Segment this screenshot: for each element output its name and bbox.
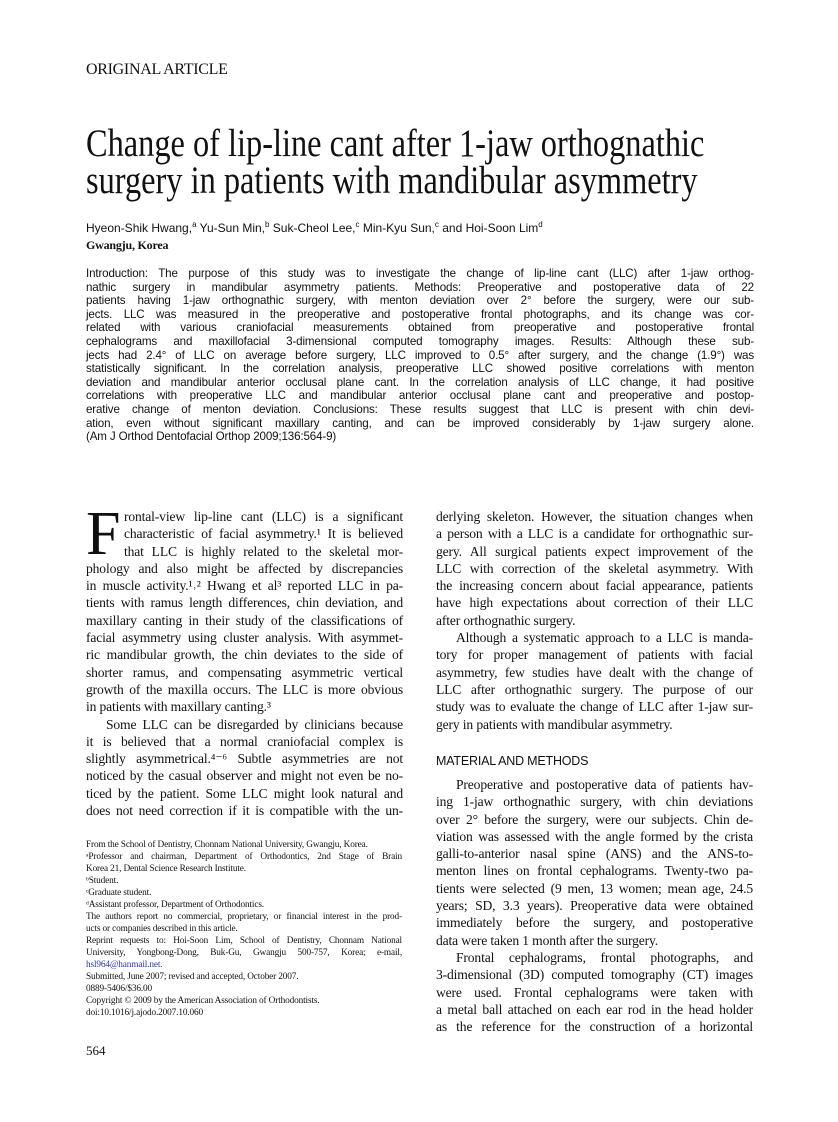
paragraph-line: tory for proper management of patients with facial [436, 647, 753, 663]
paragraph [436, 508, 753, 629]
paragraph [86, 716, 403, 820]
paragraph-line: Although a systematic approach to a LLC is manda- [456, 630, 753, 646]
paragraph-line: viation was assessed with the angle formed by the crista [436, 828, 753, 844]
paragraph-line: gery. All surgical patients expect improvement of the [436, 543, 753, 559]
footnote-line: ᵇStudent. [86, 876, 119, 886]
author-name: and Hoi-Soon Lim [438, 221, 539, 235]
paragraph-line: Frontal cephalograms, frontal photographs, and [456, 949, 753, 965]
paragraph-line: LLC with correction of the skeletal asymmetry. With [436, 560, 753, 576]
paragraph-line: have high expectations about correction of their LLC [436, 595, 753, 611]
abstract-line: erative change of menton deviation. Conclusions: These results suggest that LLC is present with chin devi- [86, 402, 754, 416]
paragraph-line: Some LLC can be disregarded by clinicians because [106, 716, 403, 732]
paragraph-line: tients with ramus length differences, chin deviation, and [86, 595, 403, 611]
footnote-line: Reprint requests to: Hoi-Soon Lim, School of Dentistry, Chonnam National [86, 936, 402, 946]
author-affiliation-mark: c [434, 220, 439, 229]
paragraph-line: galli-to-anterior nasal spine (ANS) and the ANS-to- [436, 846, 753, 862]
paragraph-line: LLC after orthognathic surgery. The purpose of our [436, 681, 753, 697]
paragraph-line: rontal-view lip-line cant (LLC) is a significant [124, 509, 403, 524]
paragraph [436, 949, 753, 1035]
abstract-line: nathic surgery in mandibular asymmetry patients. Methods: Preoperative and postoperative data of 22 [86, 280, 754, 294]
paragraph-line: that LLC is highly related to the skeletal mor- [124, 543, 403, 559]
paragraph-line: ticed by the patient. Some LLC might look natural and [86, 785, 403, 801]
footnote-line: The authors report no commercial, proprietary, or financial interest in the prod- [86, 912, 402, 922]
abstract-line: jects had 2.4° of LLC on average before surgery, LLC improved to 0.5° after surgery, and the change (1.9°) was [86, 348, 754, 362]
paragraph-line: gery in patients with mandibular asymmetry. [436, 716, 673, 732]
paragraph-line: noticed by the casual observer and might not even be no- [86, 768, 403, 784]
paragraph-line: does not need correction if it is compatible with the un- [86, 803, 403, 819]
paragraph-line: menton lines on frontal cephalograms. Twenty-two pa- [436, 863, 753, 879]
paragraph-line: in patients with maxillary canting.³ [86, 699, 271, 715]
abstract-line: (Am J Orthod Dentofacial Orthop 2009;136:564-9) [86, 430, 337, 444]
author-name: Min-Kyu Sun, [359, 221, 435, 235]
abstract-line: cephalograms and maxillofacial 3-dimensional computed tomography images. Results: Although these sub- [86, 334, 754, 348]
footnote-line: Korea 21, Dental Science Research Institute. [86, 864, 246, 874]
paragraph [86, 508, 403, 716]
footnote-line: 0889-5406/$36.00 [86, 984, 153, 994]
paragraph-line: maxillary canting in their study of the classifications of [86, 612, 403, 628]
paragraph-line: were used. Frontal cephalograms were taken with [436, 984, 753, 1000]
article-title-line-1: Change of lip-line cant after 1-jaw orthognathic [86, 122, 705, 165]
section-label: ORIGINAL ARTICLE [86, 61, 228, 78]
author-list [86, 220, 543, 235]
abstract-line: statistically significant. In the correlation analysis, preoperative LLC showed positive correlations with menton [86, 362, 754, 376]
footnote-line: Submitted, June 2007; revised and accepted, October 2007. [86, 972, 299, 982]
page-number: 564 [86, 1043, 106, 1058]
paragraph-line: derlying skeleton. However, the situation changes when [436, 509, 753, 524]
abstract-line: Introduction: The purpose of this study was to investigate the change of lip-line cant (LLC) after 1-jaw orthog- [86, 267, 754, 280]
paragraph-line: the increasing concern about facial appearance, patients [436, 578, 753, 594]
paragraph-line: over 2° before the surgery, were our subjects. Chin de- [436, 811, 753, 827]
paragraph-line: years; SD, 3.3 years). Preoperative data were obtained [436, 898, 753, 914]
body-right-column-top [436, 508, 753, 733]
author-location: Gwangju, Korea [86, 238, 169, 252]
body-right-column-methods [436, 776, 753, 1035]
paragraph-line: ing 1-jaw orthognathic surgery, with chin deviations [436, 794, 753, 810]
abstract-line: correlations with preoperative LLC and mandibular anterior occlusal plane cant and preoperative and postop- [86, 389, 754, 403]
footnote-line: University, Yongbong-Dong, Buk-Gu, Gwangju 500-757, Korea; e-mail, [86, 948, 402, 958]
paragraph-line: study was to evaluate the change of LLC after 1-jaw sur- [436, 699, 753, 715]
paragraph-line: phology and also might be affected by discrepancies [86, 560, 403, 576]
author-affiliation-mark: a [192, 220, 197, 229]
footnote-line: Copyright © 2009 by the American Association of Orthodontists. [86, 996, 320, 1006]
paragraph-line: tients were selected (9 men, 13 women; mean age, 24.5 [436, 880, 753, 896]
article-title-line-2: surgery in patients with mandibular asymmetry [86, 159, 698, 202]
footnote-line: ᶜGraduate student. [86, 888, 152, 898]
abstract-line: jects. LLC was measured in the preoperative and postoperative frontal photographs, and its change was cor- [86, 307, 754, 321]
paragraph-line: immediately before the surgery, and postoperative [436, 915, 753, 931]
abstract [86, 267, 754, 444]
paragraph [436, 776, 753, 949]
paragraph-line: asymmetry, few studies have dealt with the change of [436, 664, 753, 680]
paragraph-line: facial asymmetry using cluster analysis. With asymmet- [86, 630, 403, 646]
author-name: Suk-Cheol Lee, [269, 221, 356, 235]
author-affiliation-mark: d [538, 220, 543, 229]
footnote-line: ucts or companies described in this article. [86, 924, 238, 934]
author-affiliation-mark: c [355, 220, 360, 229]
paragraph-line: slightly asymmetrical.⁴⁻⁶ Subtle asymmetries are not [86, 751, 403, 767]
paragraph-line: 3-dimensional (3D) computed tomography (CT) images [436, 967, 753, 983]
section-heading-methods: MATERIAL AND METHODS [436, 754, 589, 768]
paragraph-line: ric mandibular growth, the chin deviates to the side of [86, 647, 403, 663]
body-left-column [86, 508, 403, 819]
author-affiliation-mark: b [265, 220, 270, 229]
footnote-line: From the School of Dentistry, Chonnam National University, Gwangju, Korea. [86, 840, 368, 850]
author-name: Yu-Sun Min, [196, 221, 265, 235]
paragraph-line: after orthognathic surgery. [436, 612, 576, 628]
drop-cap: F [86, 500, 121, 568]
footnote-line: ᵃProfessor and chairman, Department of Orthodontics, 2nd Stage of Brain [86, 852, 402, 862]
abstract-line: deviation and mandibular anterior occlusal plane cant. In the correlation analysis of LLC change, it had positive [86, 375, 754, 389]
paragraph-line: in muscle activity.¹˒² Hwang et al³ reported LLC in pa- [86, 578, 403, 594]
author-name: Hyeon-Shik Hwang, [86, 221, 193, 235]
paragraph-line: it is believed that a normal craniofacial complex is [86, 733, 403, 749]
abstract-line: related with various craniofacial measurements obtained from preoperative and postoperative frontal [86, 321, 754, 335]
footnotes [86, 839, 402, 1019]
abstract-line: patients having 1-jaw orthognathic surgery, with menton deviation over 2° before the surgery, were our sub- [86, 294, 754, 308]
footnote-line: doi:10.1016/j.ajodo.2007.10.060 [86, 1008, 203, 1018]
abstract-line: ation, even without significant maxillary canting, and can be improved considerably by 1-jaw surgery alone. [86, 416, 754, 430]
paragraph-line: characteristic of facial asymmetry.¹ It is believed [124, 526, 403, 542]
paragraph [436, 629, 753, 733]
footnote-line: ᵈAssistant professor, Department of Orthodontics. [86, 900, 264, 910]
reprint-email-link[interactable]: hsl964@hanmail.net. [86, 960, 163, 970]
paragraph-line: as the reference for the construction of a horizontal [436, 1019, 753, 1035]
paragraph-line: a person with a LLC is a candidate for orthognathic sur- [436, 526, 753, 542]
paragraph-line: a metal ball attached on each ear rod in the head holder [436, 1001, 753, 1017]
paragraph-line: shorter ramus, and compensating asymmetric vertical [86, 664, 403, 680]
paragraph-line: data were taken 1 month after the surgery. [436, 932, 659, 948]
paragraph-line: Preoperative and postoperative data of patients hav- [456, 777, 753, 792]
paragraph-line: growth of the maxilla occurs. The LLC is more obvious [86, 681, 403, 697]
